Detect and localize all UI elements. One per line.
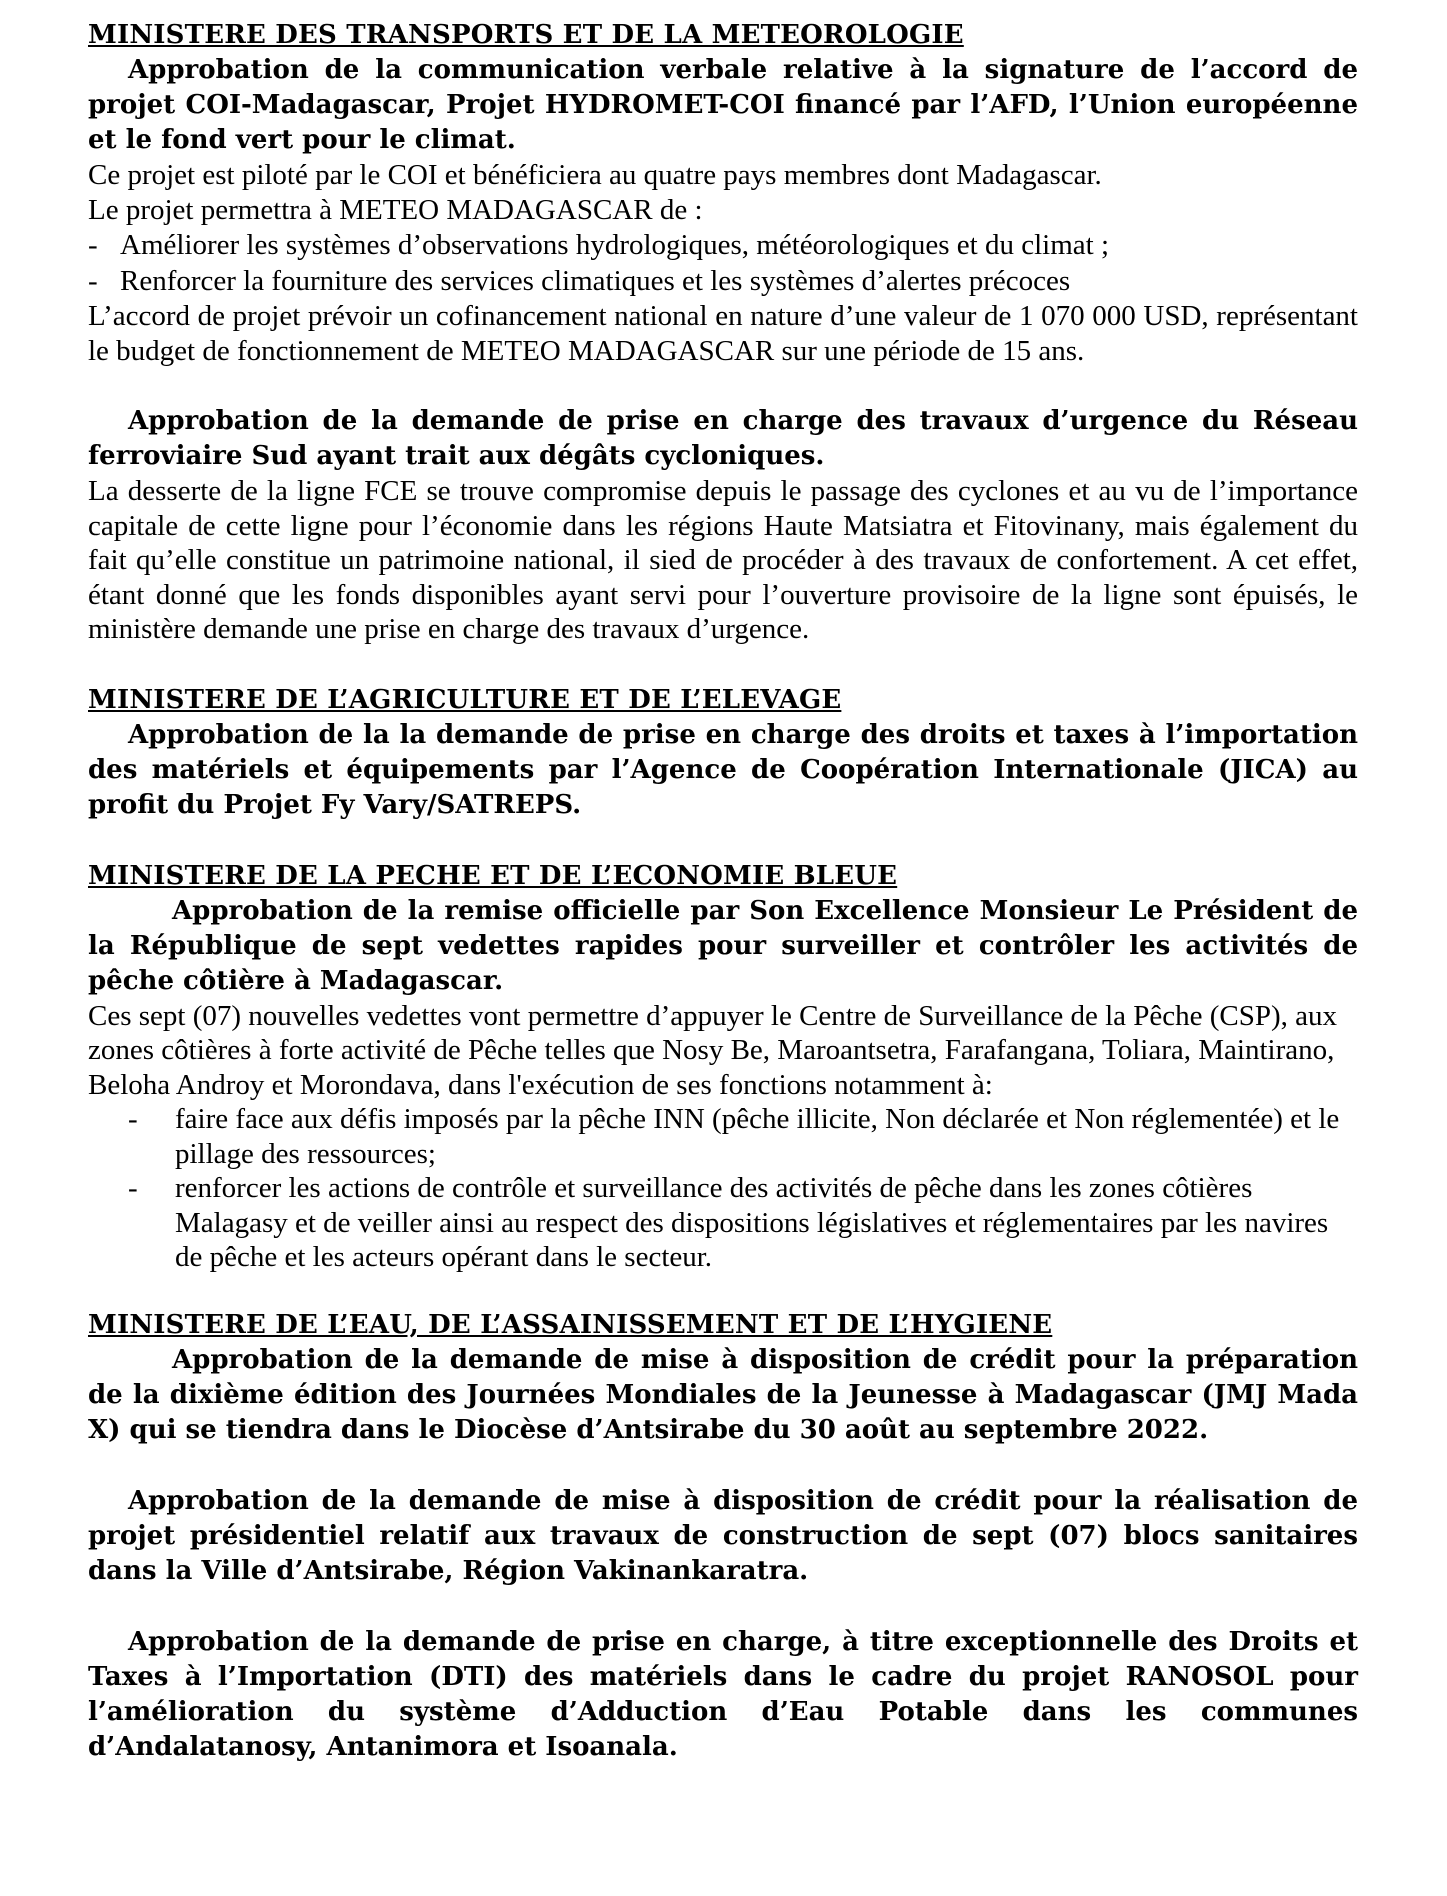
section-heading-agriculture: MINISTERE DE L’AGRICULTURE ET DE L’ELEVAGE — [88, 684, 842, 715]
section-heading-peche: MINISTERE DE LA PECHE ET DE L’ECONOMIE BLEUE — [88, 860, 898, 891]
item-title-ranosol: Approbation de la demande de prise en charge, à titre exceptionnelle des Droits et Taxes à l’Importation (DTI) des matériels dans le cadre du projet RANOSOL pour l’amélioration du système d’Adduction d’Eau Potable dans les communes d’Andalatanosy, Antanimora et Isoanala. — [88, 1626, 1358, 1762]
paragraph-railway: La desserte de la ligne FCE se trouve compromise depuis le passage des cyclones et au vu de l’importance capitale de cette ligne pour l’économie dans les régions Haute Matsiatra et Fitovinany, mais également du fait qu’elle constitue un patrimoine national, il sied de procéder à des travaux de confortement. A cet effet, étant donné que les fonds disponibles ayant servi pour l’ouverture provisoire de la ligne sont épuisés, le ministère demande une prise en charge des travaux d’urgence. — [88, 475, 1358, 645]
paragraph-hydromet-cofinancing: L’accord de projet prévoir un cofinancement national en nature d’une valeur de 1 070 000 USD, représentant le budget de fonctionnement de METEO MADAGASCAR sur une période de 15 ans. — [88, 300, 1358, 367]
dash-item-text: Améliorer les systèmes d’observations hydrologiques, météorologiques et du climat ; — [120, 229, 1110, 261]
paragraph-vedettes: Ces sept (07) nouvelles vedettes vont permettre d’appuyer le Centre de Surveillance de la Pêche (CSP), aux zones côtières à forte activité de Pêche telles que Nosy Be, Maroantsetra, Farafangana, Toliara, Maintirano, Beloha Androy et Morondava, dans l'exécution de ses fonctions notamment à: — [88, 999, 1338, 1101]
item-title-railway: Approbation de la demande de prise en charge des travaux d’urgence du Réseau ferroviaire Sud ayant trait aux dégâts cycloniques. — [88, 406, 1358, 471]
document-page — [88, 18, 1358, 1765]
list-item — [88, 1102, 1358, 1171]
item-title-jmj: Approbation de la demande de mise à disposition de crédit pour la préparation de la dixième édition des Journées Mondiales de la Jeunesse à Madagascar (JMJ Mada X) qui se tiendra dans le Diocèse d’Antsirabe du 30 août au septembre 2022. — [88, 1344, 1358, 1445]
dash-item-observations — [88, 227, 1358, 263]
item-title-hydromet: Approbation de la communication verbale relative à la signature de l’accord de projet COI-Madagascar, Projet HYDROMET-COI financé par l’AFD, l’Union européenne et le fond vert pour le climat. — [88, 55, 1358, 155]
dash-item-services — [88, 263, 1358, 299]
paragraph-hydromet-objectives: Le projet permettra à METEO MADAGASCAR de : — [88, 193, 703, 226]
list-item — [88, 1171, 1358, 1275]
paragraph-hydromet-intro: Ce projet est piloté par le COI et bénéficiera au quatre pays membres dont Madagascar. — [88, 159, 1102, 191]
item-title-blocs-sanitaires: Approbation de la demande de mise à disposition de crédit pour la réalisation de projet présidentiel relatif aux travaux de construction de sept (07) blocs sanitaires dans la Ville d’Antsirabe, Région Vakinankaratra. — [88, 1485, 1358, 1586]
dash-marker: - — [88, 229, 98, 261]
dash-marker: - — [128, 1103, 138, 1135]
vedettes-bullet-list — [88, 1102, 1358, 1275]
item-title-jica: Approbation de la la demande de prise en charge des droits et taxes à l’importation des matériels et équipements par l’Agence de Coopération Internationale (JICA) au profit du Projet Fy Vary/SATREPS. — [88, 719, 1358, 820]
section-heading-transports: MINISTERE DES TRANSPORTS ET DE LA METEOROLOGIE — [88, 20, 964, 50]
dash-item-text: Renforcer la fourniture des services climatiques et les systèmes d’alertes précoces — [120, 265, 1071, 297]
item-title-vedettes: Approbation de la remise officielle par Son Excellence Monsieur Le Président de la République de sept vedettes rapides pour surveiller et contrôler les activités de pêche côtière à Madagascar. — [88, 895, 1358, 996]
dash-marker: - — [88, 265, 98, 297]
list-item-text: renforcer les actions de contrôle et surveillance des activités de pêche dans les zones côtières Malagasy et de veiller ainsi au respect des dispositions législatives et réglementaires par les navires de pêche et les acteurs opérant dans le secteur. — [175, 1172, 1329, 1273]
dash-marker: - — [128, 1172, 138, 1204]
section-heading-eau: MINISTERE DE L’EAU, DE L’ASSAINISSEMENT ET DE L’HYGIENE — [88, 1309, 1053, 1340]
list-item-text: faire face aux défis imposés par la pêche INN (pêche illicite, Non déclarée et Non réglementée) et le pillage des ressources; — [175, 1103, 1340, 1170]
